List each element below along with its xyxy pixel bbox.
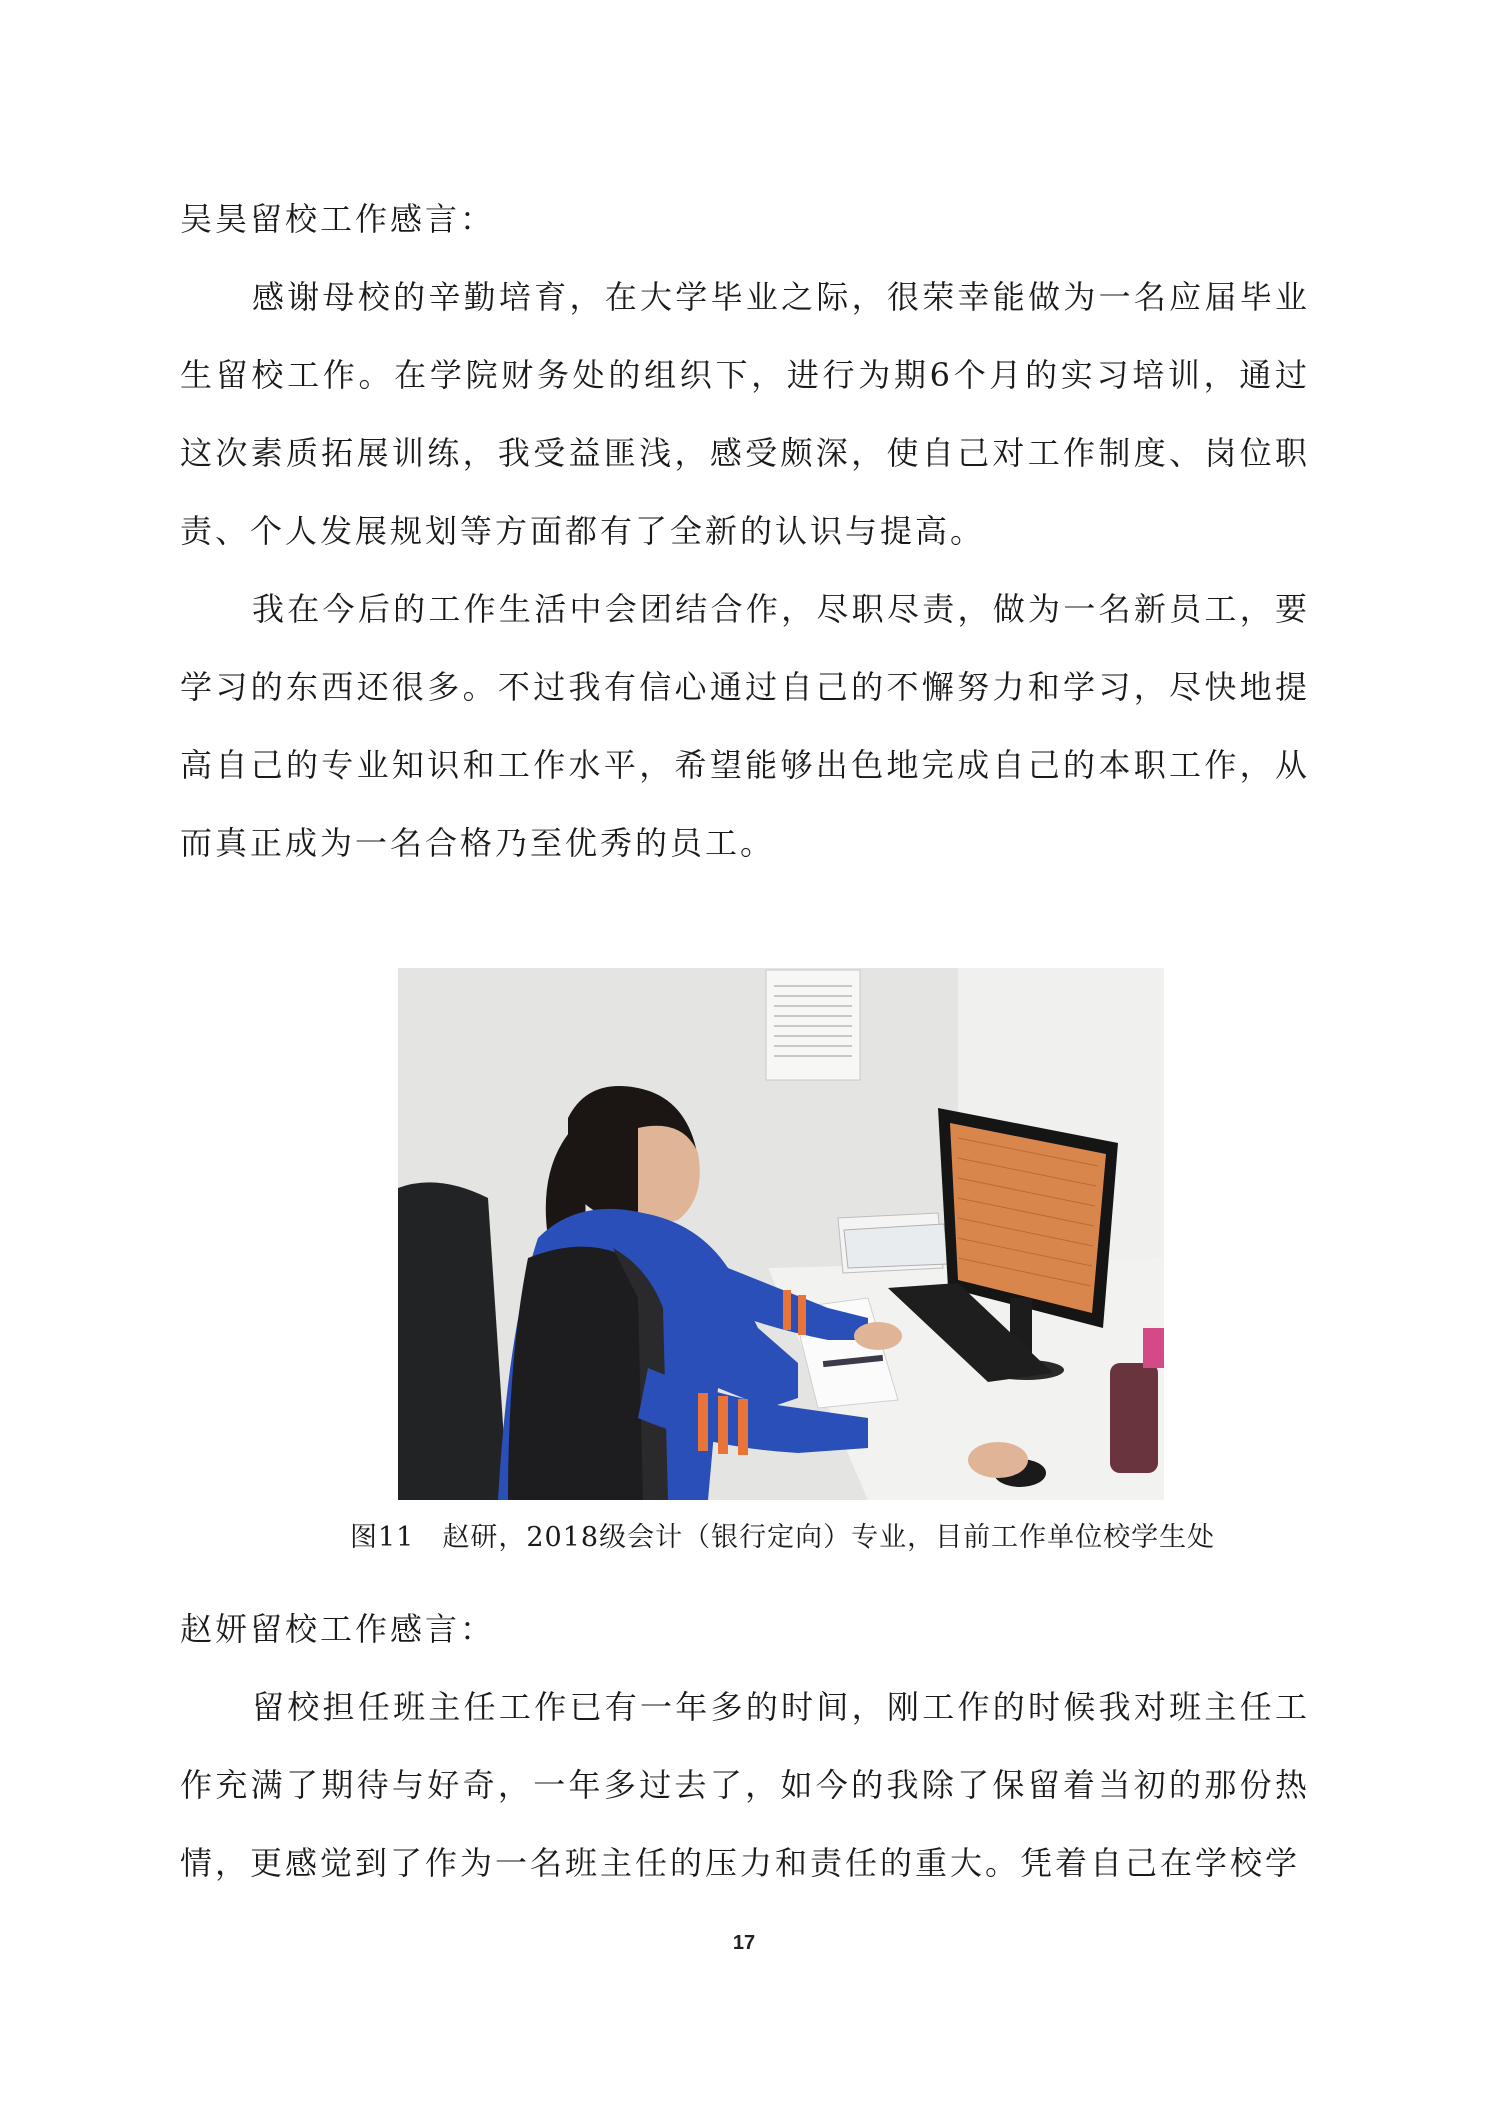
paragraph: 我在今后的工作生活中会团结合作，尽职尽责，做为一名新员工，要学习的东西还很多。不过我有信心通过自己的不懈努力和学习，尽快地提高自己的专业知识和工作水平，希望能够出色地完成自己的本职工作，从而真正成为一名合格乃至优秀的员工。	[180, 590, 1310, 862]
office-photo	[398, 968, 1164, 1500]
section-heading: 赵妍留校工作感言：	[180, 1610, 496, 1648]
page-number: 17	[732, 1932, 756, 1954]
section-wu-hao	[180, 180, 1310, 882]
paragraph: 留校担任班主任工作已有一年多的时间，刚工作的时候我对班主任工作充满了期待与好奇，一年多过去了，如今的我除了保留着当初的那份热情，更感觉到了作为一名班主任的压力和责任的重大。凭着自己在学校学	[180, 1688, 1310, 1882]
section-heading: 吴昊留校工作感言：	[180, 200, 496, 238]
paragraph: 感谢母校的辛勤培育，在大学毕业之际，很荣幸能做为一名应届毕业生留校工作。在学院财务处的组织下，进行为期6个月的实习培训，通过这次素质拓展训练，我受益匪浅，感受颇深，使自己对工作制度、岗位职责、个人发展规划等方面都有了全新的认识与提高。	[180, 278, 1310, 550]
figure-caption: 图11 赵研，2018级会计（银行定向）专业，目前工作单位校学生处	[350, 1522, 1216, 1553]
photo-figure	[398, 968, 1164, 1500]
section-zhao-yan	[180, 1590, 1310, 1902]
